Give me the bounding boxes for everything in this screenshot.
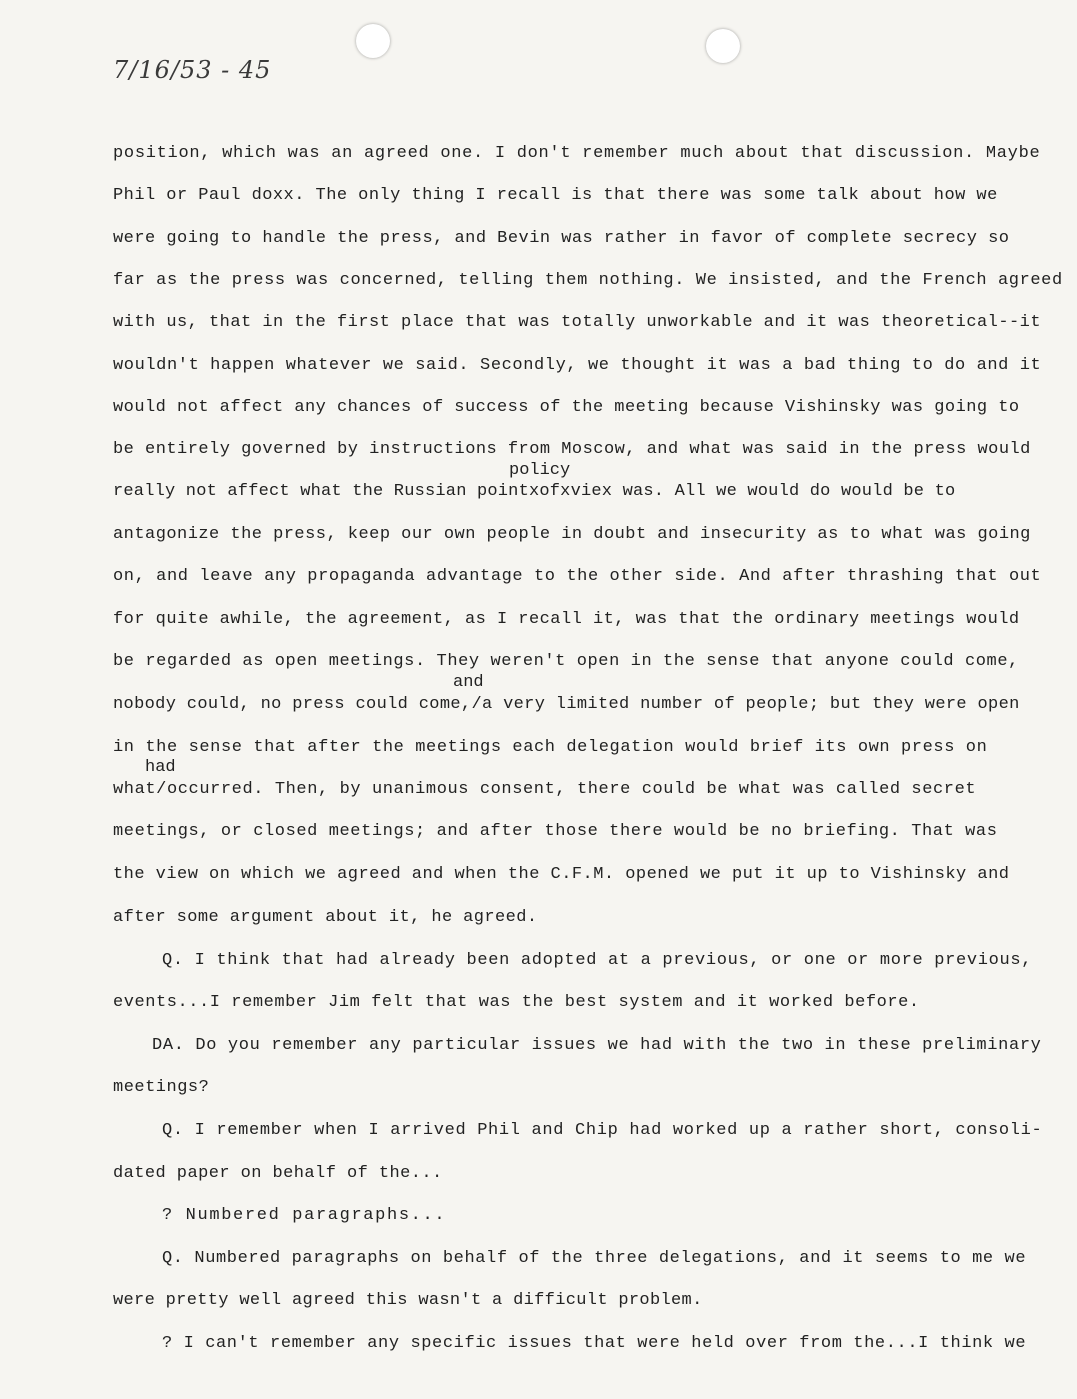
handwritten-insertion: had [145,758,176,777]
text-line: wouldn't happen whatever we said. Secondly, we thought it was a bad thing to do and it [113,356,1042,375]
text-line: nobody could, no press could come,/a very limited number of people; but they were open [113,695,1020,714]
text-line: really not affect what the Russian pointxofxviex was. All we would do would be to [113,482,956,501]
text-line: ? I can't remember any specific issues that were held over from the...I think we [162,1334,1027,1353]
text-line: Phil or Paul doxx. The only thing I recall is that there was some talk about how we [113,186,998,205]
text-line: be entirely governed by instructions from Moscow, and what was said in the press would [113,440,1031,459]
text-line: would not affect any chances of success of the meeting because Vishinsky was going to [113,398,1020,417]
handwritten-insertion: policy [509,461,571,480]
punch-hole [356,24,390,58]
text-line: with us, that in the first place that was totally unworkable and it was theoretical--it [113,313,1041,332]
text-line: what/occurred. Then, by unanimous consent, there could be what was called secret [113,780,977,799]
text-line: Q. I remember when I arrived Phil and Chip had worked up a rather short, consoli- [162,1121,1043,1140]
text-line: be regarded as open meetings. They weren't open in the sense that anyone could come, [113,652,1019,671]
text-line: DA. Do you remember any particular issues we had with the two in these preliminary [152,1036,1042,1055]
text-line: Q. I think that had already been adopted at a previous, or one or more previous, [162,951,1033,970]
text-line: were pretty well agreed this wasn't a difficult problem. [113,1291,703,1310]
text-line: far as the press was concerned, telling them nothing. We insisted, and the French agreed [113,271,1063,290]
text-line: position, which was an agreed one. I don't remember much about that discussion. Maybe [113,144,1041,163]
handwritten-insertion: and [453,673,484,692]
text-line: meetings, or closed meetings; and after those there would be no briefing. That was [113,822,998,841]
text-line: the view on which we agreed and when the C.F.M. opened we put it up to Vishinsky and [113,865,1010,884]
text-line: meetings? [113,1078,210,1097]
text-line: were going to handle the press, and Bevin was rather in favor of complete secrecy so [113,229,1010,248]
text-line: Q. Numbered paragraphs on behalf of the three delegations, and it seems to me we [162,1249,1027,1268]
punch-hole [706,29,740,63]
text-line: on, and leave any propaganda advantage to the other side. And after thrashing that out [113,567,1042,586]
page-note: 7/16/53 - 45 [113,56,272,84]
text-line: dated paper on behalf of the... [113,1164,443,1183]
text-line: in the sense that after the meetings each delegation would brief its own press on [113,738,988,757]
text-line: events...I remember Jim felt that was the best system and it worked before. [113,993,920,1012]
text-line: ? Numbered paragraphs... [162,1206,447,1225]
text-line: for quite awhile, the agreement, as I recall it, was that the ordinary meetings would [113,610,1020,629]
text-line: antagonize the press, keep our own people in doubt and insecurity as to what was going [113,525,1031,544]
text-line: after some argument about it, he agreed. [113,908,538,927]
